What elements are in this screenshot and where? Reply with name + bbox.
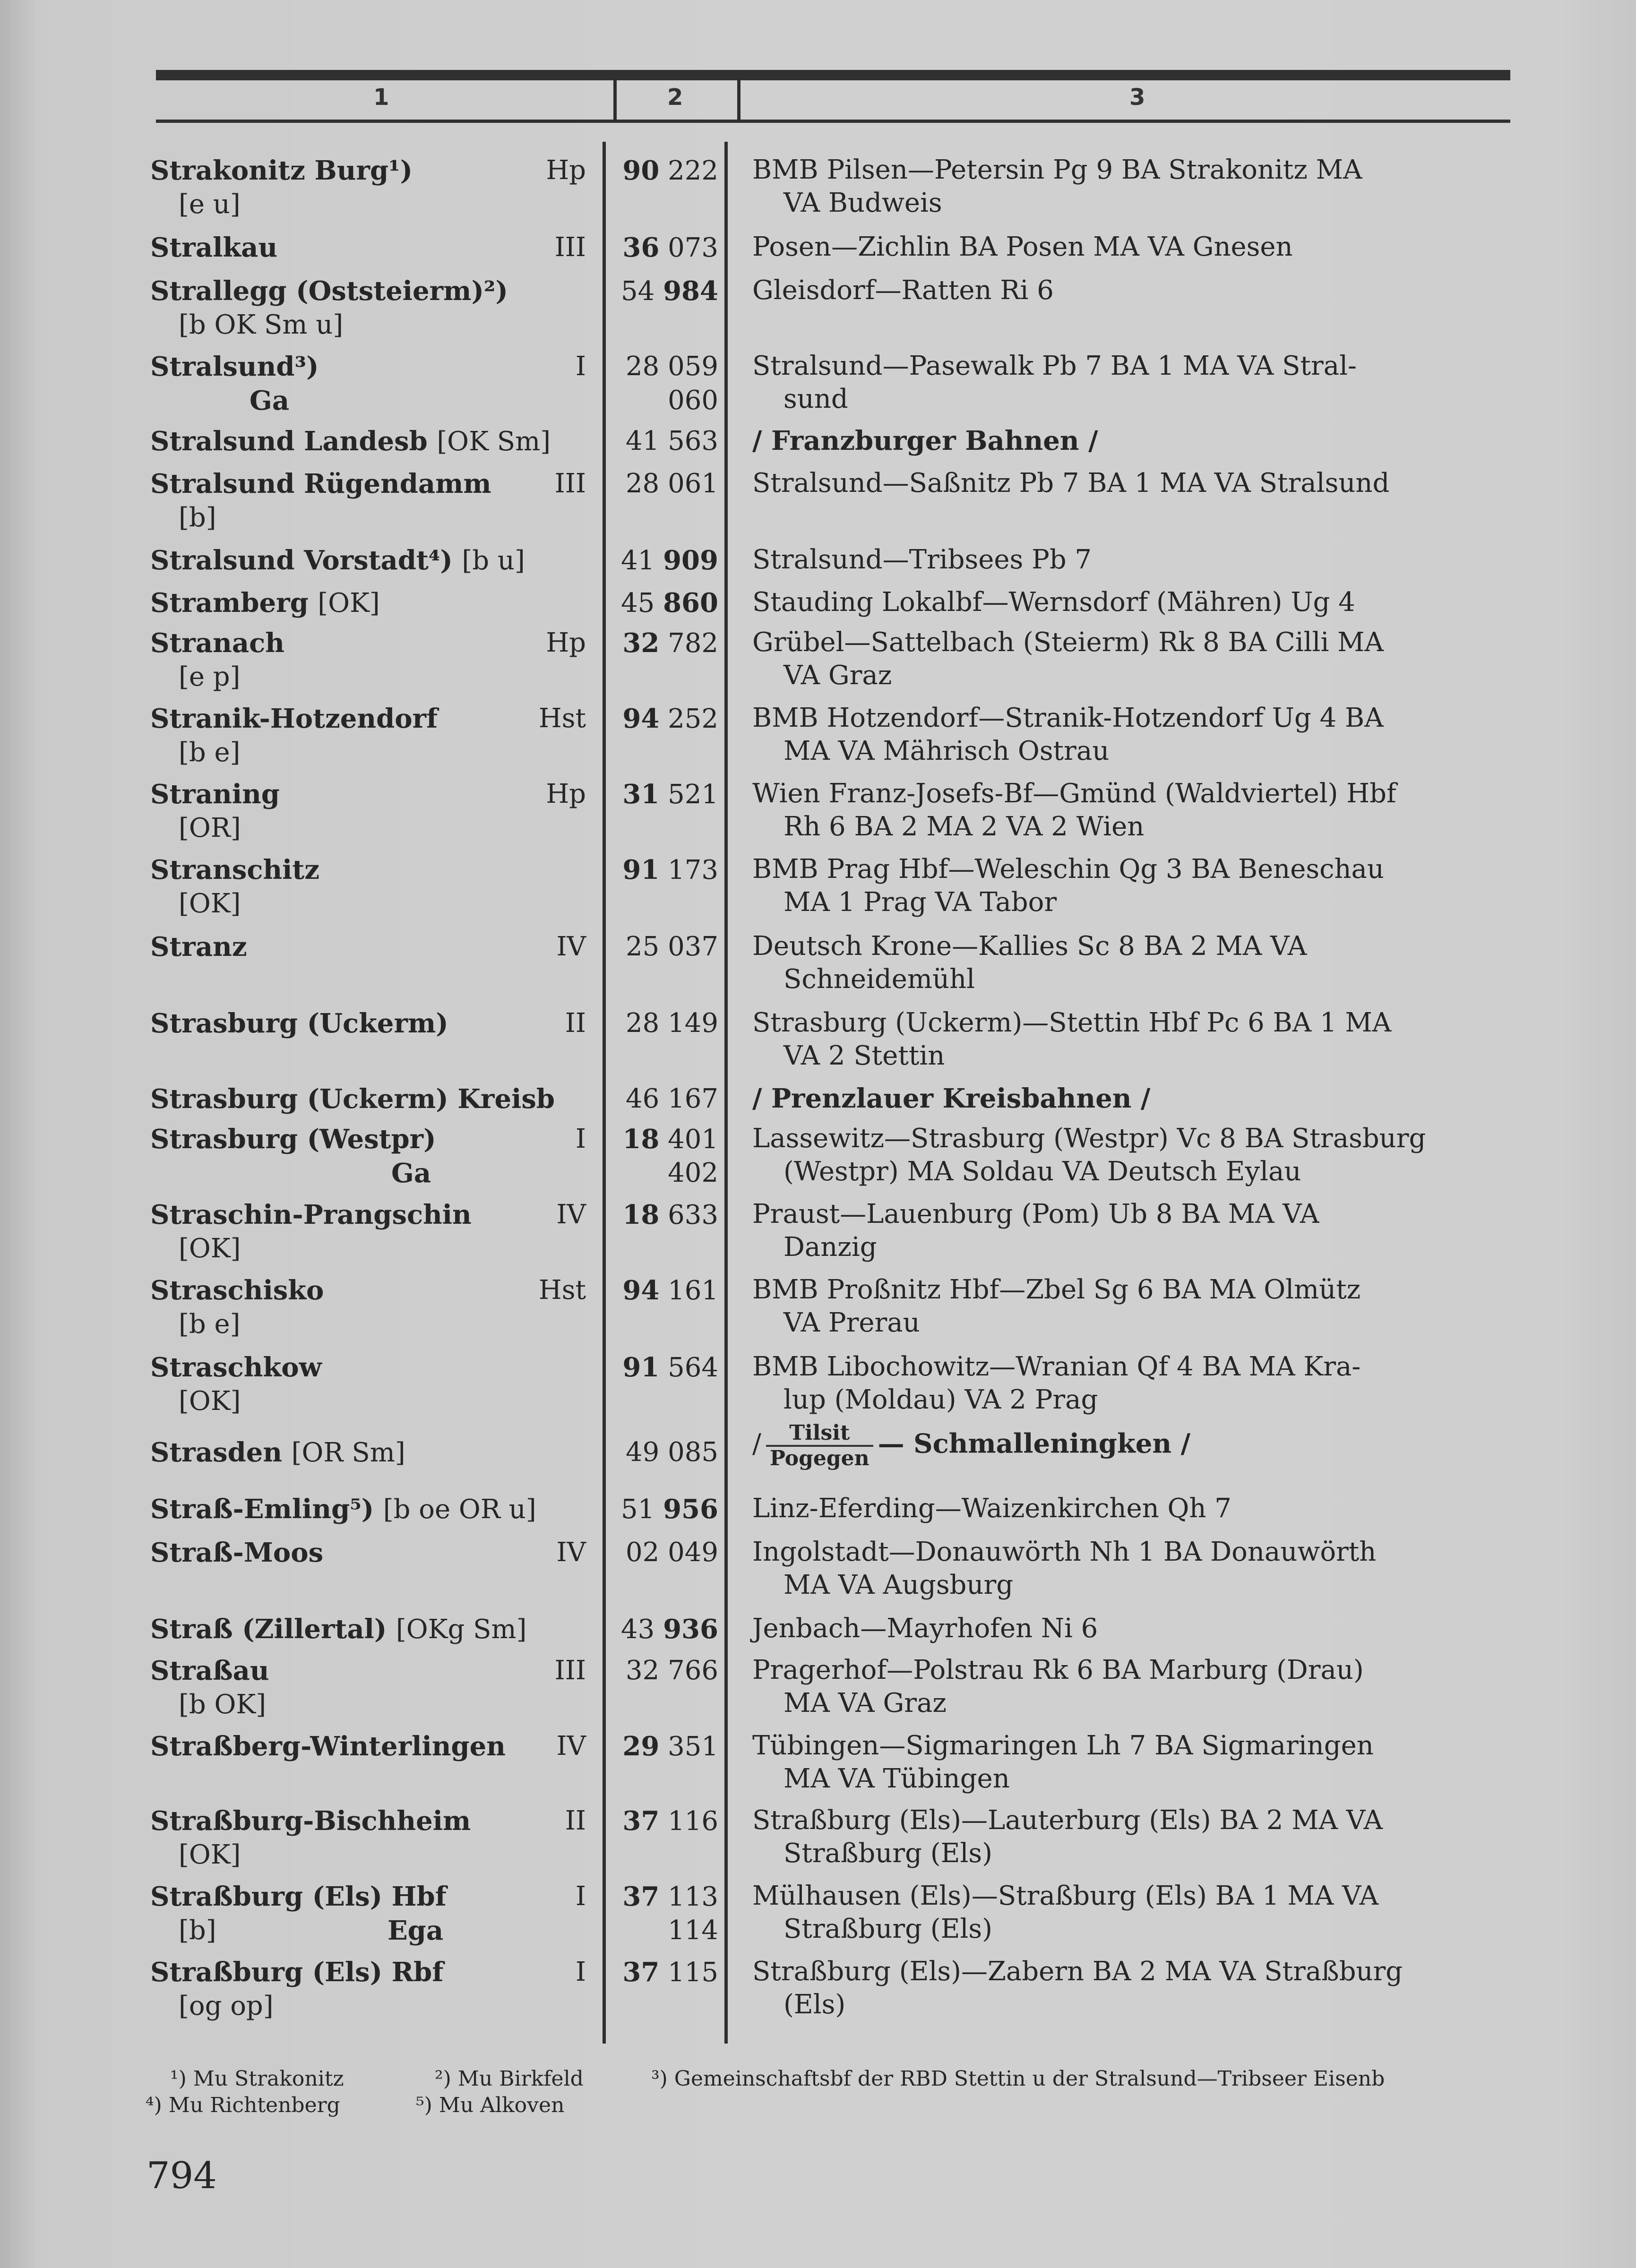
top-rule [156,70,1510,80]
station-number: 46 167 [626,1083,718,1114]
station-flags: [b] [179,1915,216,1946]
station-name: Straßburg-Bischheim [150,1805,471,1837]
route-text: BMB Pilsen—Petersin Pg 9 BA Strakonitz MA VA Budweis [752,155,1362,218]
station-number: 02 049 [626,1537,718,1568]
route-text: / Franzburger Bahnen / [752,425,1098,456]
station-flags: [b e] [179,737,241,768]
station-name: Straßburg (Els) Hbf [150,1881,447,1912]
route-text: Linz-Eferding—Waizenkirchen Qh 7 [752,1493,1231,1524]
station-class: Hp [546,155,586,186]
station-class: III [554,232,586,263]
station-name: Stranschitz [150,854,320,885]
station-class: I [575,1124,586,1154]
column-divider-2 [724,142,728,2044]
station-name: Stralsund Vorstadt⁴) [b u] [150,545,525,576]
route-text: Straßburg (Els)—Zabern BA 2 MA VA Straßburg (Els) [752,1956,1403,2020]
station-flags: [OK] [179,1233,241,1264]
footnote-3: ³) Gemeinschaftsbf der RBD Stettin u der Stralsund—Tribseer Eisenb [651,2067,1385,2091]
station-name: Stranz [150,931,247,962]
station-class: III [554,1655,586,1686]
route-text: BMB Proßnitz Hbf—Zbel Sg 6 BA MA Olmütz VA Prerau [752,1274,1361,1338]
footnote-2: ²) Mu Birkfeld [435,2067,584,2091]
station-name: Stralsund³) [150,351,319,382]
route-text: Gleisdorf—Ratten Ri 6 [752,275,1054,306]
station-number-alt: 060 [668,385,718,416]
station-number: 28 059 [626,351,718,382]
station-name: Straßberg-Winterlingen [150,1731,506,1762]
station-class: II [565,1805,586,1836]
station-number: 43 936 [621,1614,718,1645]
footnote-4: ⁴) Mu Richtenberg [146,2093,340,2117]
route-text: Pragerhof—Polstrau Rk 6 BA Marburg (Drau) MA VA Graz [752,1655,1364,1718]
station-name: Straß-Moos [150,1537,324,1568]
station-number: 54 984 [621,275,718,307]
station-flags: [e p] [179,662,241,692]
station-flags: [OR] [179,813,241,843]
header-divider-2 [737,78,741,123]
route-text: Praust—Lauenburg (Pom) Ub 8 BA MA VA Danzig [752,1199,1319,1263]
station-number: 28 061 [626,468,718,499]
route-text: Ingolstadt—Donauwörth Nh 1 BA Donauwörth MA VA Augsburg [752,1537,1377,1600]
station-flags: [OK] [179,1839,241,1870]
station-number: 32 782 [622,627,718,659]
station-name: Stralkau [150,232,278,263]
station-number: 32 766 [626,1655,718,1686]
route-text: / Prenzlauer Kreisbahnen / [752,1083,1151,1114]
station-number: 28 149 [626,1008,718,1039]
station-name: Straß (Zillertal) [OKg Sm] [150,1614,527,1645]
station-flags: [b OK Sm u] [179,309,344,340]
station-number: 37 115 [622,1957,718,1988]
station-class: III [554,468,586,499]
station-number: 41 909 [621,545,718,576]
station-name: Straning [150,779,280,810]
route-text: Stralsund—Saßnitz Pb 7 BA 1 MA VA Stralsund [752,468,1390,498]
route-text: Mülhausen (Els)—Straßburg (Els) BA 1 MA VA Straßburg (Els) [752,1881,1379,1944]
station-class: I [575,1881,586,1912]
station-class: I [575,351,586,382]
station-name: Straschin-Prangschin [150,1199,472,1230]
route-text: Grübel—Sattelbach (Steierm) Rk 8 BA Cilli MA VA Graz [752,627,1384,691]
station-name: Stramberg [OK] [150,587,380,619]
route-text: Lassewitz—Strasburg (Westpr) Vc 8 BA Strasburg (Westpr) MA Soldau VA Deutsch Eylau [752,1123,1426,1187]
header-rule [156,120,1510,123]
route-text: Tübingen—Sigmaringen Lh 7 BA Sigmaringen MA VA Tübingen [752,1730,1374,1794]
column-header-1: 1 [373,84,389,111]
station-number: 31 521 [622,779,718,810]
station-class: Hp [546,779,586,809]
station-name: Straßburg (Els) Rbf [150,1957,444,1988]
station-class: Hst [538,703,586,734]
station-number: 37 113 [622,1881,718,1912]
station-number-alt: 114 [668,1915,718,1946]
station-flags: [OK] [179,888,241,919]
route-text: Deutsch Krone—Kallies Sc 8 BA 2 MA VA Schneidemühl [752,931,1307,995]
station-class: Hst [538,1275,586,1306]
route-fraction: $\frac{\text{Tilsit}}{\text{Pogegen}}$ [766,1421,873,1470]
station-number: 18 401 [622,1124,718,1155]
station-name: Stralsund Rügendamm [150,468,491,499]
page-number: 794 [146,2155,217,2197]
station-name: Strasburg (Westpr) [150,1124,436,1155]
station-name: Stranik-Hotzendorf [150,703,438,734]
station-number: 90 222 [622,155,718,186]
station-number: 18 633 [622,1199,718,1230]
station-flags: [b OK] [179,1689,267,1720]
column-header-2: 2 [667,84,683,111]
station-name: Strakonitz Burg¹) [150,155,413,186]
station-flags: [OK] [179,1386,241,1417]
route-text: Stralsund—Pasewalk Pb 7 BA 1 MA VA Stral- sund [752,351,1357,414]
route-text: / $\frac{\text{Tilsit}}{\text{Pogegen}}$ — Schmalleningken / [752,1421,1191,1470]
station-flags: [b] [179,502,216,533]
station-number: 29 351 [622,1731,718,1762]
station-class: Hp [546,627,586,658]
footnote-5: ⁵) Mu Alkoven [416,2093,565,2117]
goods-label: Ga [250,385,290,416]
route-text: Jenbach—Mayrhofen Ni 6 [752,1613,1098,1644]
station-name: Stralsund Landesb [OK Sm] [150,426,551,457]
goods-label: Ega [387,1915,444,1946]
station-name: Strallegg (Oststeierm)²) [150,275,508,307]
station-number: 94 161 [622,1275,718,1306]
station-number: 94 252 [622,703,718,734]
station-name: Strasden [OR Sm] [150,1437,405,1468]
station-class: I [575,1957,586,1987]
route-text: BMB Hotzendorf—Stranik-Hotzendorf Ug 4 BA MA VA Mährisch Ostrau [752,703,1384,766]
route-text: Wien Franz-Josefs-Bf—Gmünd (Waldviertel) Hbf Rh 6 BA 2 MA 2 VA 2 Wien [752,778,1396,842]
station-number: 25 037 [626,931,718,962]
station-number: 91 564 [622,1352,718,1383]
station-name: Stranach [150,627,284,659]
route-text: Straßburg (Els)—Lauterburg (Els) BA 2 MA VA Straßburg (Els) [752,1805,1383,1869]
station-name: Straßau [150,1655,269,1686]
route-text: BMB Prag Hbf—Weleschin Qg 3 BA Beneschau MA 1 Prag VA Tabor [752,854,1384,918]
station-name: Strasburg (Uckerm) [150,1008,448,1039]
station-name: Straschkow [150,1352,322,1383]
station-class: IV [556,1537,586,1568]
route-text: Posen—Zichlin BA Posen MA VA Gnesen [752,232,1293,262]
station-name: Strasburg (Uckerm) Kreisb [150,1083,555,1115]
station-name: Straß-Emling⁵) [b oe OR u] [150,1494,536,1525]
station-number-alt: 402 [668,1158,718,1188]
route-text: Strasburg (Uckerm)—Stettin Hbf Pc 6 BA 1 MA VA 2 Stettin [752,1007,1392,1071]
route-text: BMB Libochowitz—Wranian Qf 4 BA MA Kra- lup (Moldau) VA 2 Prag [752,1351,1361,1415]
route-text: Stauding Lokalbf—Wernsdorf (Mähren) Ug 4 [752,587,1355,618]
station-number: 37 116 [622,1805,718,1837]
header-divider-1 [613,78,617,123]
station-flags: [b e] [179,1309,241,1340]
footnote-1: ¹) Mu Strakonitz [170,2067,344,2091]
route-text: Stralsund—Tribsees Pb 7 [752,544,1092,575]
station-flags: [e u] [179,189,241,220]
station-class: II [565,1008,586,1039]
station-number: 36 073 [622,232,718,263]
station-number: 45 860 [621,587,718,619]
station-flags: [og op] [179,1991,274,2021]
station-name: Straschisko [150,1275,324,1306]
column-header-3: 3 [1129,84,1145,111]
station-number: 49 085 [626,1437,718,1468]
station-class: IV [556,1199,586,1230]
station-class: IV [556,1731,586,1761]
goods-label: Ga [391,1158,431,1189]
column-divider-1 [603,142,606,2044]
station-class: IV [556,931,586,962]
station-number: 41 563 [626,426,718,456]
station-number: 91 173 [622,854,718,885]
station-number: 51 956 [621,1494,718,1525]
